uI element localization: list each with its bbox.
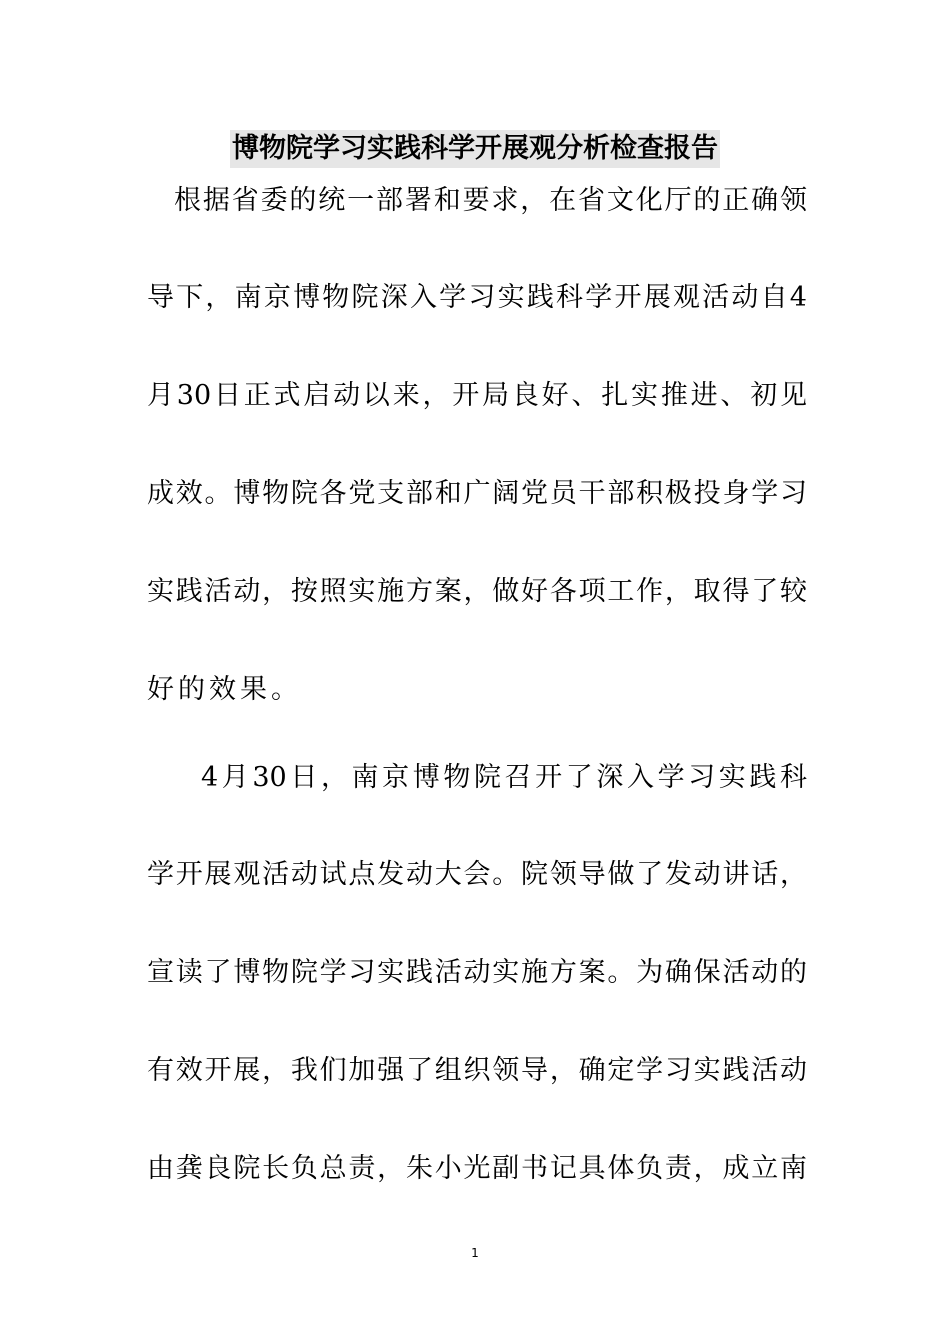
body-line-6: 好的效果。: [147, 674, 302, 705]
title-container: [0, 130, 950, 168]
body-line-11: 由龚良院长负总责，朱小光副书记具体负责，成立南: [147, 1153, 807, 1184]
body-line-9: 宣读了博物院学习实践活动实施方案。为确保活动的: [147, 957, 807, 988]
body-line-4: 成效。博物院各党支部和广阔党员干部积极投身学习: [147, 478, 807, 509]
body-line-2: 导下，南京博物院深入学习实践科学开展观活动自4: [147, 282, 807, 313]
body-line-10: 有效开展，我们加强了组织领导，确定学习实践活动: [147, 1055, 807, 1086]
body-line-5: 实践活动，按照实施方案，做好各项工作，取得了较: [147, 576, 807, 607]
page-number: 1: [471, 1246, 479, 1260]
document-title: 博物院学习实践科学开展观分析检查报告: [230, 130, 720, 168]
body-line-7: 4月30日，南京博物院召开了深入学习实践科: [201, 762, 807, 793]
body-line-8: 学开展观活动试点发动大会。院领导做了发动讲话，: [147, 859, 807, 890]
body-line-3: 月30日正式启动以来，开局良好、扎实推进、初见: [147, 380, 807, 411]
body-line-1: 根据省委的统一部署和要求，在省文化厅的正确领: [174, 185, 807, 216]
